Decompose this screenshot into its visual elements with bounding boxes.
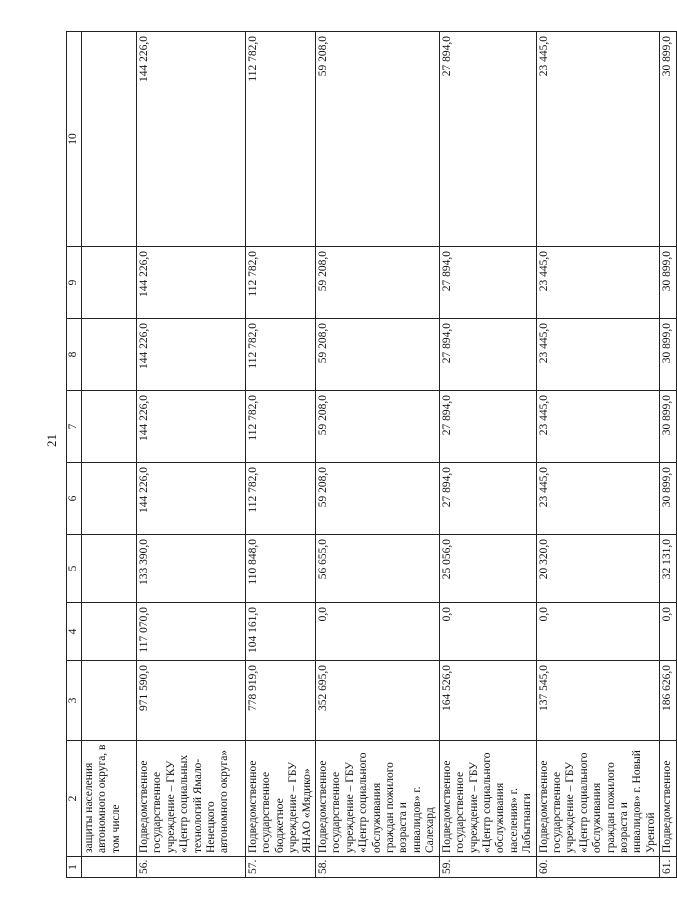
value-col-6: 112 782,0	[246, 463, 316, 535]
value-col-10: 112 782,0	[246, 32, 316, 247]
row-number: 57.	[246, 857, 316, 878]
value-col-7: 27 894,0	[439, 391, 536, 463]
column-header-10: 10	[67, 32, 82, 247]
value-col-10: 59 208,0	[316, 32, 440, 247]
value-col-6: 23 445,0	[536, 463, 660, 535]
row-number	[82, 857, 137, 878]
row-number: 59.	[439, 857, 536, 878]
table-row	[246, 32, 316, 878]
row-number: 56.	[137, 857, 246, 878]
value-col-9: 30 899,0	[660, 247, 677, 319]
page-number: 21	[44, 434, 59, 447]
value-col-10	[82, 32, 137, 247]
value-col-9: 23 445,0	[536, 247, 660, 319]
institution-name: Подведомственное государственное учреждение – ГБУ «Центр социального обслуживания граждан пожилого возраста и инвалидов» г. Салехард	[316, 741, 440, 857]
value-col-5	[82, 535, 137, 603]
table-row	[316, 32, 440, 878]
value-col-5: 25 056,0	[439, 535, 536, 603]
value-col-4: 117 070,0	[137, 603, 246, 661]
value-col-3: 164 526,0	[439, 661, 536, 741]
table-header-row	[67, 32, 82, 878]
row-number: 60.	[536, 857, 660, 878]
value-col-9: 27 894,0	[439, 247, 536, 319]
value-col-6: 144 226,0	[137, 463, 246, 535]
value-col-3: 778 919,0	[246, 661, 316, 741]
value-col-4: 0,0	[439, 603, 536, 661]
table-row	[660, 32, 677, 878]
value-col-5: 56 655,0	[316, 535, 440, 603]
value-col-4: 0,0	[660, 603, 677, 661]
institution-name: Подведомственное государственное бюджетное учреждение – ГБУ ЯНАО «Мядико»	[246, 741, 316, 857]
value-col-4: 104 161,0	[246, 603, 316, 661]
institution-name: Подведомственное государственное учреждение – ГБУ «Центр социального обслуживания населения» г. Лабытнанги	[439, 741, 536, 857]
value-col-10: 30 899,0	[660, 32, 677, 247]
column-header-2: 2	[67, 741, 82, 857]
value-col-3	[82, 661, 137, 741]
table-row	[439, 32, 536, 878]
value-col-10: 23 445,0	[536, 32, 660, 247]
value-col-3: 137 545,0	[536, 661, 660, 741]
value-col-8: 112 782,0	[246, 319, 316, 391]
value-col-7	[82, 391, 137, 463]
value-col-10: 144 226,0	[137, 32, 246, 247]
value-col-8: 144 226,0	[137, 319, 246, 391]
table-row	[137, 32, 246, 878]
value-col-8: 30 899,0	[660, 319, 677, 391]
value-col-5: 133 390,0	[137, 535, 246, 603]
column-header-9: 9	[67, 247, 82, 319]
value-col-6: 27 894,0	[439, 463, 536, 535]
value-col-7: 112 782,0	[246, 391, 316, 463]
institution-name: защиты населения автономного округа, в том числе	[82, 741, 137, 857]
value-col-8: 27 894,0	[439, 319, 536, 391]
value-col-5: 32 131,0	[660, 535, 677, 603]
value-col-7: 23 445,0	[536, 391, 660, 463]
value-col-7: 144 226,0	[137, 391, 246, 463]
value-col-10: 27 894,0	[439, 32, 536, 247]
rotated-page-content	[66, 32, 674, 878]
value-col-6: 59 208,0	[316, 463, 440, 535]
column-header-1: 1	[67, 857, 82, 878]
institution-name: Подведомственное государственное учреждение – ГБУ «Центр социального обслуживания граждан пожилого возраста и инвалидов» г. Новый Уренгой	[536, 741, 660, 857]
column-header-7: 7	[67, 391, 82, 463]
column-header-6: 6	[67, 463, 82, 535]
value-col-8	[82, 319, 137, 391]
column-header-8: 8	[67, 319, 82, 391]
value-col-9	[82, 247, 137, 319]
value-col-9: 59 208,0	[316, 247, 440, 319]
table-row	[536, 32, 660, 878]
column-header-4: 4	[67, 603, 82, 661]
value-col-5: 110 848,0	[246, 535, 316, 603]
value-col-6: 30 899,0	[660, 463, 677, 535]
value-col-8: 59 208,0	[316, 319, 440, 391]
value-col-7: 59 208,0	[316, 391, 440, 463]
column-header-5: 5	[67, 535, 82, 603]
row-number: 58.	[316, 857, 440, 878]
value-col-9: 112 782,0	[246, 247, 316, 319]
value-col-8: 23 445,0	[536, 319, 660, 391]
value-col-3: 352 695,0	[316, 661, 440, 741]
value-col-5: 20 320,0	[536, 535, 660, 603]
value-col-7: 30 899,0	[660, 391, 677, 463]
value-col-9: 144 226,0	[137, 247, 246, 319]
value-col-3: 186 626,0	[660, 661, 677, 741]
table-row	[82, 32, 137, 878]
value-col-6	[82, 463, 137, 535]
value-col-4: 0,0	[316, 603, 440, 661]
value-col-3: 971 590,0	[137, 661, 246, 741]
value-col-4: 0,0	[536, 603, 660, 661]
column-header-3: 3	[67, 661, 82, 741]
row-number: 61.	[660, 857, 677, 878]
budget-table	[66, 31, 677, 878]
institution-name: Подведомственное	[660, 741, 677, 857]
value-col-4	[82, 603, 137, 661]
institution-name: Подведомственное государственное учреждение – ГКУ «Центр социальных технологий Ямало-Ненецкого автономного округа»	[137, 741, 246, 857]
